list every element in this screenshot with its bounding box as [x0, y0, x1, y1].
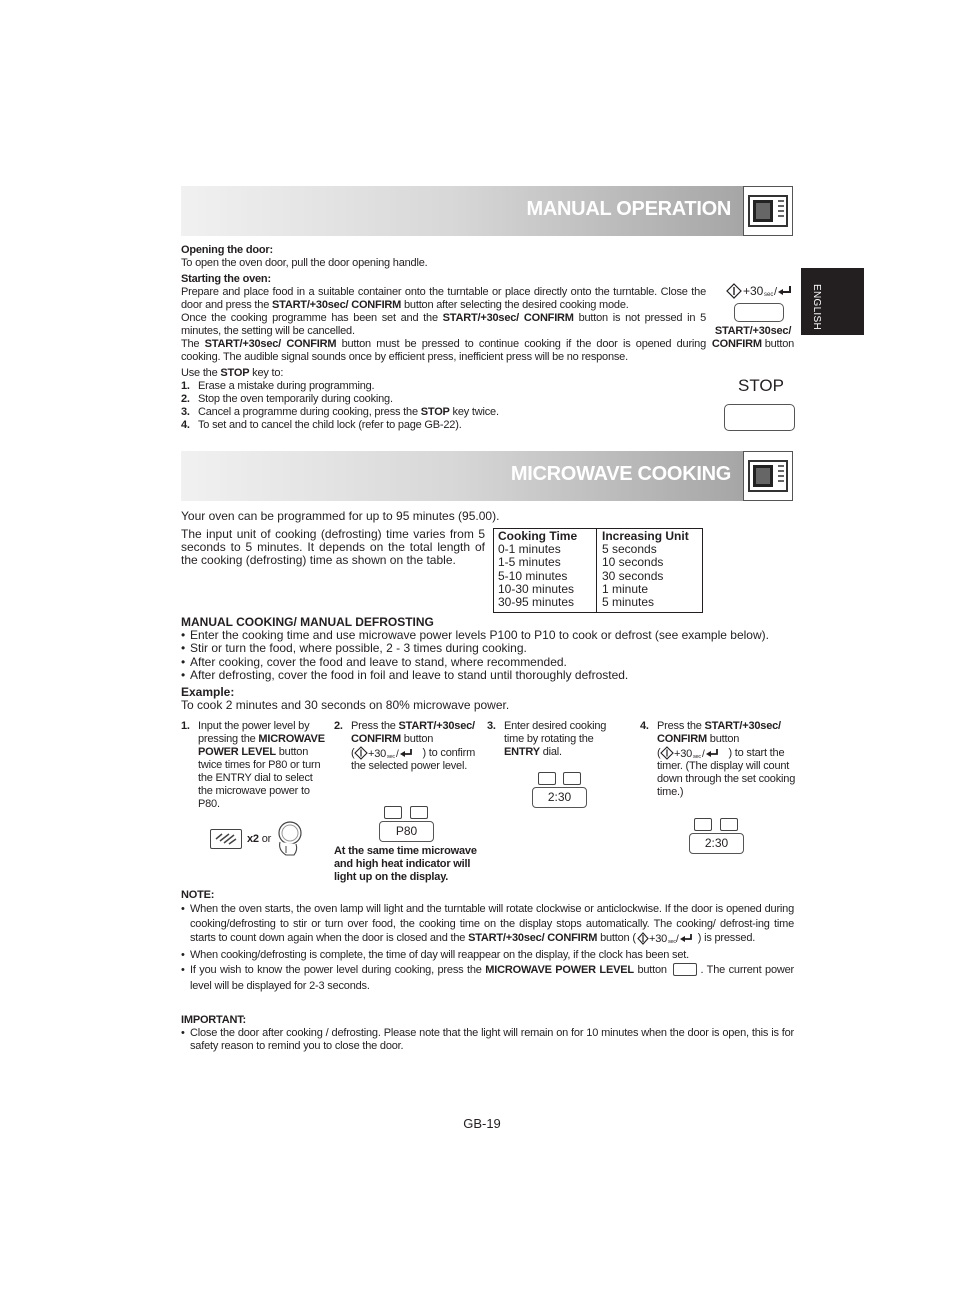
display-2-30: 2:30: [689, 833, 744, 854]
start-confirm-button[interactable]: [734, 303, 784, 322]
table-cell: 5 seconds: [602, 542, 657, 557]
svg-text:/: /: [396, 749, 400, 760]
microwave-power-level-icon: [673, 963, 697, 976]
display-2-30: 2:30: [532, 787, 587, 808]
starting-paragraph-2: Once the cooking programme has been set and the START/+30sec/ CONFIRM button is not pressed in 5 minutes, the setting will be cancelled.: [181, 312, 707, 337]
start-confirm-icon: [354, 746, 422, 760]
microwave-indicator-icon: [694, 818, 712, 831]
starting-paragraph-1: Prepare and place food in a suitable container onto the turntable or place directly onto the turntable. Close the door and press the START/+30sec/ CONFIRM button after selecting the desired cooking mode.: [181, 286, 706, 311]
step-1: [181, 720, 327, 811]
start-symbol: [724, 283, 799, 299]
microwave-indicator-icon: [538, 772, 556, 785]
note-heading: NOTE:: [181, 889, 215, 901]
svg-text:/: /: [702, 749, 706, 760]
start-confirm-icon: [660, 746, 728, 760]
mw-intro: Your oven can be programmed for up to 95 minutes (95.00).: [181, 509, 500, 523]
table-header: Increasing Unit: [602, 529, 689, 543]
table-cell: 1-5 minutes: [498, 555, 561, 570]
list-item: 2. Stop the oven temporarily during cooking.: [181, 393, 393, 405]
table-column-increasing-unit: [598, 529, 702, 612]
table-cell: 30 seconds: [602, 568, 664, 583]
high-heat-indicator-icon: [720, 818, 738, 831]
list-item: 4. To set and to cancel the child lock (refer to page GB-22).: [181, 419, 462, 431]
svg-text:sec: sec: [667, 938, 676, 945]
table-cell: 30-95 minutes: [498, 595, 575, 610]
mw-unit-text: The input unit of cooking (defrosting) time varies from 5 seconds to 5 minutes. It depends on the total length of the cooking (defrosting) time as shown on the table.: [181, 527, 485, 568]
microwave-power-level-icon: [210, 829, 242, 849]
svg-text:+30: +30: [674, 748, 693, 760]
list-item: • When cooking/defrosting is complete, the time of day will reappear on the display, if the clock has been set.: [181, 949, 794, 962]
step-3: [487, 720, 622, 759]
page-number: GB-19: [463, 1116, 501, 1131]
important-heading: IMPORTANT:: [181, 1014, 247, 1026]
microwave-oven-icon: [743, 186, 793, 236]
list-item: • When the oven starts, the oven lamp will light and the turntable will rotate clockwise or anticlockwise. If the door is opened during cooking/defrosting to stir or turn over food, the cooking time on the display stops automatically. The cooking/ defrost-ing time starts to count down again when the door is closed and the START/+30sec/ CONFIRM button ( +30 sec / ) is pressed.: [181, 902, 794, 946]
high-heat-indicator-icon: [563, 772, 581, 785]
example-heading: Example:: [181, 685, 235, 700]
table-cell: 10 seconds: [602, 555, 664, 570]
important-bullets: [181, 1027, 794, 1053]
step-text: 1. Input the power level by pressing the MICROWAVE POWER LEVEL button twice times for P80 or turn the ENTRY dial to select the microwave power to P80.: [181, 720, 325, 810]
start-confirm-icon: [724, 283, 799, 299]
svg-text:sec: sec: [387, 754, 396, 760]
opening-text: To open the oven door, pull the door opening handle.: [181, 257, 428, 269]
cooking-time-table: [493, 528, 703, 613]
svg-text:+30: +30: [648, 932, 667, 945]
language-tab: [801, 268, 864, 335]
table-cell: 10-30 minutes: [498, 581, 575, 596]
start-confirm-caption: START/+30sec/ CONFIRM button: [711, 325, 795, 350]
list-item: • Enter the cooking time and use microwave power levels P100 to P10 to cook or defrost (see example below).: [181, 629, 796, 642]
note-section: [181, 889, 794, 994]
list-item: 1. Erase a mistake during programming.: [181, 380, 375, 392]
step-text: 4. Press the START/+30sec/ CONFIRM button ( +30 sec / ) to start the timer. (The display will count down through the set cooking time.): [640, 720, 796, 798]
manual-cooking-section: [181, 616, 796, 712]
list-item: • Close the door after cooking / defrosting. Please note that the light will remain on for 10 minutes when the door is open, this is for safety reason to remind you to close the door.: [181, 1027, 794, 1053]
list-item: • If you wish to know the power level during cooking, press the MICROWAVE POWER LEVEL button . The current power level will be displayed for 2-3 seconds.: [181, 962, 794, 994]
list-item: • After defrosting, cover the food in foil and leave to stand until thoroughly defrosted.: [181, 669, 796, 682]
table-cell: 5-10 minutes: [498, 568, 568, 583]
step-2: [334, 720, 480, 773]
stop-intro: Use the STOP key to:: [181, 367, 284, 379]
start-confirm-icon: [636, 932, 698, 945]
language-label: ENGLISH: [811, 284, 822, 331]
step-text: 3. Enter desired cooking time by rotating the ENTRY dial.: [487, 720, 607, 758]
opening-heading: Opening the door:: [181, 244, 273, 256]
important-section: [181, 1014, 794, 1053]
display-p80: P80: [379, 821, 434, 842]
table-cell: 1 minute: [602, 581, 649, 596]
high-heat-indicator-icon: [410, 806, 428, 819]
microwave-oven-icon: [743, 451, 793, 501]
section-title: MANUAL OPERATION: [526, 198, 731, 220]
stop-list: [181, 380, 706, 432]
starting-heading: Starting the oven:: [181, 273, 271, 285]
step-text: 2. Press the START/+30sec/ CONFIRM button ( +30 sec / ) to confirm the selected power level.: [334, 720, 476, 772]
note-bullets: [181, 902, 794, 994]
list-item: • Stir or turn the food, where possible, 2 - 3 times during cooking.: [181, 642, 796, 655]
list-item: 3. Cancel a programme during cooking, press the STOP key twice.: [181, 406, 499, 418]
manual-cooking-bullets: [181, 629, 796, 682]
svg-text:/: /: [675, 933, 679, 945]
table-column-cooking-time: [494, 529, 597, 612]
table-header: Cooking Time: [498, 529, 578, 543]
stop-button[interactable]: [724, 404, 795, 431]
table-cell: 5 minutes: [602, 595, 655, 610]
svg-text:sec: sec: [693, 754, 702, 760]
stop-label: STOP: [738, 376, 784, 395]
svg-text:+30: +30: [368, 748, 387, 760]
table-cell: 0-1 minutes: [498, 542, 561, 557]
svg-text:sec: sec: [764, 292, 774, 298]
microwave-indicator-icon: [384, 806, 402, 819]
section-header-microwave-cooking: [181, 451, 793, 501]
manual-cooking-heading: MANUAL COOKING/ MANUAL DEFROSTING: [181, 615, 434, 629]
svg-text:+30: +30: [743, 284, 764, 298]
section-header-manual-operation: [181, 186, 793, 236]
manual-operation-text: [181, 244, 706, 432]
x2-label: x2 or: [247, 833, 272, 845]
list-item: • After cooking, cover the food and leave to stand, where recommended.: [181, 656, 796, 669]
starting-paragraph-3: The START/+30sec/ CONFIRM button must be pressed to continue cooking if the door is opened during cooking. The audible signal sounds once by efficient press, inefficient press will be no response.: [181, 338, 706, 363]
step-2-note: At the same time microwave and high heat indicator will light up on the display.: [334, 845, 477, 883]
entry-dial-icon: [276, 820, 306, 858]
step-4: [640, 720, 796, 799]
svg-text:/: /: [774, 286, 778, 298]
example-text: To cook 2 minutes and 30 seconds on 80% microwave power.: [181, 698, 510, 713]
section-title: MICROWAVE COOKING: [510, 463, 731, 485]
